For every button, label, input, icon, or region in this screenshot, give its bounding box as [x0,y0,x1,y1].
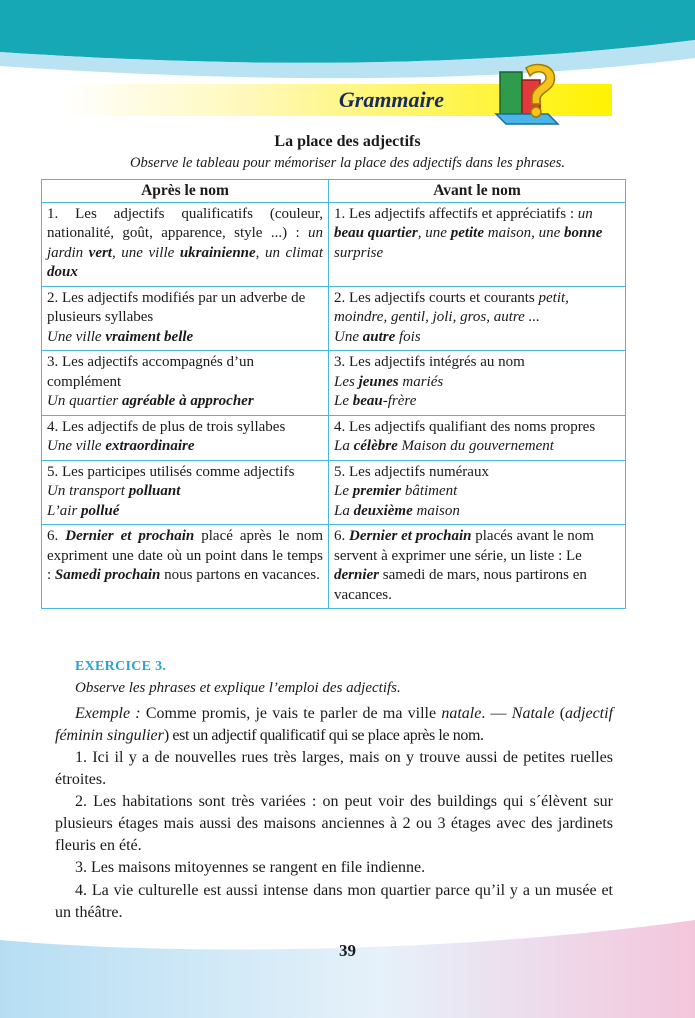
example-word: Natale [511,705,555,722]
cell-example: Un quartier [47,393,122,409]
table-cell [42,202,329,286]
cell-adjective: deuxième [353,502,413,519]
cell-text: 5. Les participes utilisés comme adjectifs [47,463,295,480]
cell-text: 1. Les adjectifs qualificatifs (couleur, nationalité, goût, apparence, style ...) : [47,205,323,241]
table-cell [42,460,329,525]
cell-adjective: petite [450,225,485,241]
table-cell [329,202,626,286]
cell-example: maison, une [484,225,565,241]
cell-text: samedi de mars, nous partirons en vacances. [334,567,587,603]
cell-example: un jardin [47,225,323,261]
section-heading: Grammaire [338,87,444,112]
header-band [0,0,695,80]
footer-band [0,920,695,1018]
cell-text: nous partons en vacances. [160,567,320,583]
cell-adjective: jeunes [358,373,399,390]
cell-adjective: dernier [334,567,379,583]
cell-example: Maison du gouvernement [397,438,554,454]
cell-example: L’air [47,502,82,519]
example-text: ) est un adjectif qualificatif qui se place après le nom. [163,727,484,744]
table-row [42,525,626,609]
example-label: Exemple : [75,705,141,722]
section-title: La place des adjectifs [274,133,421,150]
cell-example: , une ville [111,244,180,261]
example-text: ( [554,705,566,722]
cell-text: 4. Les adjectifs qualifiant des noms propres [334,418,596,435]
cell-adjective: premier [352,483,402,499]
cell-text: 3. Les adjectifs intégrés au nom [334,354,525,370]
table-row [42,351,626,416]
table-cell [329,415,626,460]
table-row [42,460,626,525]
cell-example: Un transport [47,483,129,499]
table-row [42,286,626,351]
table-cell [329,525,626,609]
cell-adjective: bonne [564,225,603,241]
cell-example: La [334,502,354,519]
cell-adjective: beau quartier [334,225,418,241]
cell-text: placé après le nom expriment une date où un point dans le temps : [47,528,324,583]
cell-text: 6. [47,528,66,544]
cell-example: petit, moindre, gentil, joli, gros, autre ... [334,289,569,325]
cell-adjective: vraiment belle [105,328,194,345]
exercise-sentence: 2. Les habitations sont très variées : on peut voir des buildings qui s´élèvent sur plusieurs étages mais aussi des maisons anciennes à 2 ou 3 étages avec des jardinets fleuris en été. [55,793,613,854]
section-instruction: Observe le tableau pour mémoriser la place des adjectifs dans les phrases. [130,155,565,171]
cell-text: 5. Les adjectifs numéraux [334,463,489,480]
cell-example: maison [412,502,460,519]
exercise-sentence: 4. La vie culturelle est aussi intense dans mon quartier parce qu’il y a un musée et un théâtre. [55,882,613,921]
cell-text: 4. Les adjectifs de plus de trois syllabes [47,418,286,435]
table-cell [329,351,626,416]
cell-adjective: beau [352,393,383,409]
exercise-title: EXERCICE 3. [75,659,167,674]
table-cell [42,351,329,416]
cell-adjective: Dernier et prochain [65,528,195,544]
example-text: Comme promis, je vais te parler de ma ville [140,705,442,722]
cell-example: un [577,205,593,222]
cell-example: Le [334,393,353,409]
table-cell [42,286,329,351]
cell-example: Une [334,328,363,345]
cell-example: Une ville [47,438,106,454]
cell-text: 2. Les adjectifs courts et courants [334,289,539,306]
example-word: adjectif féminin singulier [55,705,614,744]
cell-example: La [334,438,354,454]
table-cell [329,286,626,351]
cell-example: bâtiment [401,483,458,499]
table-cell [329,460,626,525]
cell-example: surprise [334,244,384,261]
cell-text: 6. [334,528,349,544]
cell-adjective: agréable à approcher [122,393,254,409]
page-number: 39 [339,941,356,960]
cell-example: Le [334,483,353,499]
table-row [42,202,626,286]
cell-adjective: vert [88,244,112,261]
exercise-sentence: 3. Les maisons mitoyennes se rangent en file indienne. [75,859,426,876]
cell-adjective: célèbre [353,438,398,454]
cell-adjective: Samedi prochain [54,567,161,583]
example-word: natale [441,705,482,722]
cell-text: 3. Les adjectifs accompagnés d’un complément [47,354,255,390]
column-header-before: Avant le nom [329,180,626,203]
table-cell [42,415,329,460]
table-cell [42,525,329,609]
cell-example: mariés [398,373,444,390]
column-header-after: Après le nom [42,180,329,203]
cell-example: Une ville [47,328,106,345]
cell-adjective: ukrainienne [179,244,256,261]
cell-example: Les [334,373,359,390]
cell-adjective: Dernier et prochain [349,528,472,544]
table-header-row [42,180,626,203]
cell-adjective: pollué [81,502,120,519]
cell-example: fois [395,328,421,345]
exercise-instruction: Observe les phrases et explique l’emploi des adjectifs. [75,680,401,696]
cell-text: placés avant le nom servent à exprimer une série, un liste : Le [334,528,594,564]
cell-example: , un climat [255,244,323,261]
cell-example: -frère [382,393,417,409]
books-question-icon [492,62,564,134]
exercise-example [55,703,613,747]
cell-adjective: doux [47,264,78,280]
cell-text: 1. Les adjectifs affectifs et appréciatifs : [334,205,578,222]
exercise-sentence: 1. Ici il y a de nouvelles rues très larges, mais on y trouve aussi de petites ruelles étroites. [55,749,613,788]
table-row [42,415,626,460]
cell-adjective: extraordinaire [105,438,195,454]
example-text: . — [481,705,512,722]
cell-text: 2. Les adjectifs modifiés par un adverbe de plusieurs syllabes [47,289,306,325]
adjective-placement-table [41,179,626,609]
cell-adjective: autre [362,328,396,345]
cell-adjective: polluant [128,483,181,499]
cell-example: , une [417,225,451,241]
